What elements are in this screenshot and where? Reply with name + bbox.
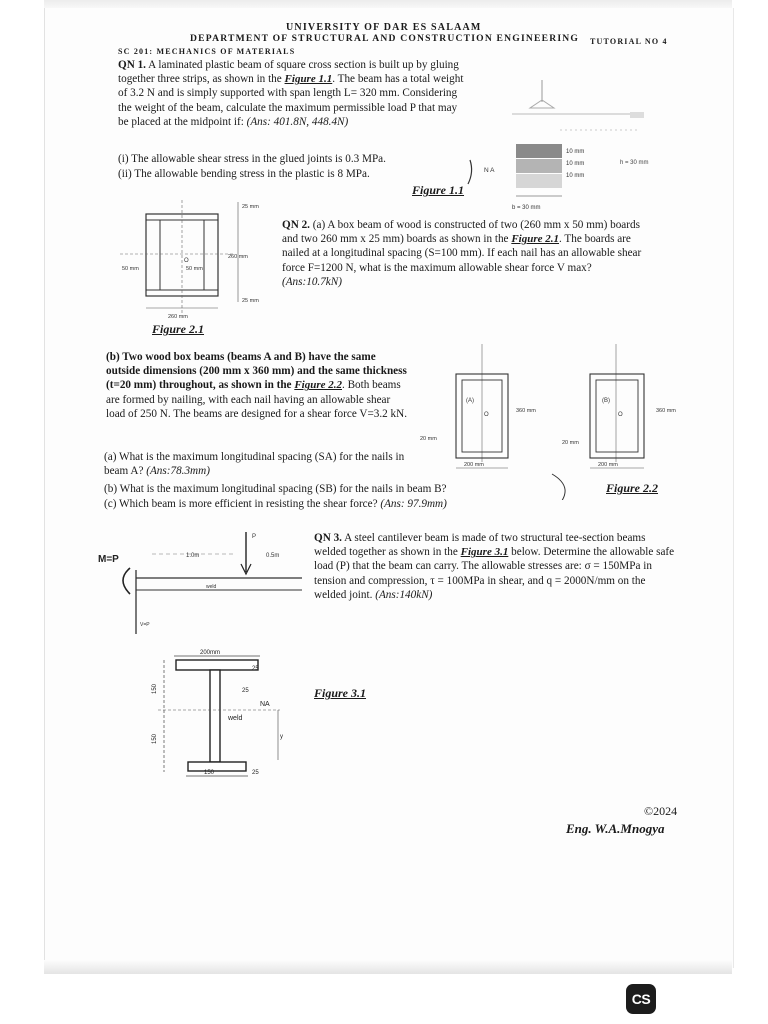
qn1-body: A laminated plastic beam of square cross section is built up by gluing together three strips, as shown in the bbox=[118, 59, 459, 86]
qn2-number: QN 2. bbox=[282, 219, 310, 231]
strip-label-2: 10 mm bbox=[566, 161, 585, 167]
figure-3-1-cantilever bbox=[96, 530, 316, 640]
qn3-figure-ref: Figure 3.1 bbox=[460, 546, 509, 559]
strip-label-3: 10 mm bbox=[566, 173, 585, 179]
beam-b-height: 360 mm bbox=[656, 408, 676, 414]
strip-label-1: 10 mm bbox=[566, 149, 585, 155]
origin-label: O bbox=[184, 258, 189, 264]
qn3-text bbox=[314, 531, 676, 602]
shear-label: V=P bbox=[140, 622, 150, 628]
mid-width-label: 50 mm bbox=[186, 266, 203, 272]
beam-b-origin: O bbox=[618, 412, 623, 418]
copyright: ©2024 bbox=[644, 804, 678, 818]
top-flange-thickness: 25 bbox=[252, 666, 259, 672]
figure-2-1-caption: Figure 2.1 bbox=[152, 322, 205, 336]
length-1: 1.0m bbox=[186, 553, 200, 559]
qn1-number: QN 1. bbox=[118, 59, 146, 71]
qn2b-sub-c-text: (c) Which beam is more efficient in resisting the shear force? bbox=[104, 498, 378, 510]
qn2b-sub-a-answer: (Ans:78.3mm) bbox=[146, 465, 210, 478]
lower-height: 150 bbox=[152, 733, 158, 744]
strip-mid bbox=[516, 159, 562, 173]
qn2a-figure-ref: Figure 2.1 bbox=[511, 233, 560, 246]
qn3-body-2: below. Determine the allowable safe load (P) that the beam can carry. The allowable stresses are: σ = 150MPa in tension and compression, τ = 100MPa in shear, and q = 2000N/mm on the welded joint. bbox=[314, 546, 675, 601]
qn3-body: A steel cantilever beam is made of two structural tee-section beams welded together as shown in the bbox=[314, 532, 646, 559]
qn1-figure-ref: Figure 1.1 bbox=[284, 73, 333, 86]
upper-height: 150 bbox=[152, 683, 158, 694]
beam-b-inner bbox=[596, 380, 638, 452]
bottom-flange-thickness: 25 bbox=[252, 770, 259, 776]
qn2a-text bbox=[282, 218, 654, 289]
width-label: b = 30 mm bbox=[512, 205, 541, 211]
moment-label: M=P bbox=[98, 554, 119, 565]
figure-2-2-caption: Figure 2.2 bbox=[606, 481, 659, 495]
university-title: UNIVERSITY OF DAR ES SALAAM bbox=[286, 22, 482, 33]
beam-a-origin: O bbox=[484, 412, 489, 418]
bottom-width: 150 bbox=[204, 770, 215, 776]
qn2b-sub-c-answer: (Ans: 97.9mm) bbox=[380, 498, 447, 510]
figure-2-1-diagram bbox=[110, 196, 280, 341]
qn2a-body: (a) A box beam of wood is constructed of two (260 mm x 50 mm) boards and two 260 mm x 25 mm) boards as shown in the bbox=[282, 219, 640, 246]
beam-a-height: 360 mm bbox=[516, 408, 536, 414]
strip-bottom bbox=[516, 174, 562, 188]
qn3-answer: (Ans:140kN) bbox=[375, 588, 433, 601]
bottom-flange bbox=[188, 762, 246, 771]
top-thickness-label: 25 mm bbox=[242, 204, 259, 210]
qn2b-text bbox=[106, 350, 410, 421]
qn2b-body: (b) Two wood box beams (beams A and B) have the same outside dimensions (200 mm x 360 mm) and the same thickness (t=20 mm) throughout, as shown in the bbox=[106, 351, 407, 392]
bottom-thickness-label: 25 mm bbox=[242, 298, 259, 304]
figure-3-1-section bbox=[148, 642, 298, 780]
figure-3-1-caption: Figure 3.1 bbox=[314, 686, 367, 700]
support bbox=[630, 112, 644, 118]
depth-label: h = 30 mm bbox=[620, 160, 649, 166]
beam-weld-label: weld bbox=[206, 584, 217, 590]
na-label: NA bbox=[260, 701, 270, 708]
page-bottom-shadow bbox=[44, 960, 732, 974]
course-code: SC 201: MECHANICS OF MATERIALS bbox=[118, 47, 296, 56]
author: Eng. W.A.Mnogya bbox=[566, 821, 665, 836]
qn1-body-2: . The beam has a total weight of 3.2 N and is simply supported with span length L= 320 mm. Considering the weight of the beam, calculate the maximum permissible load P that may be placed at the midpoint if: bbox=[118, 73, 464, 128]
load-label: P bbox=[252, 534, 257, 540]
pointer-curve bbox=[552, 474, 565, 500]
figure-1-1-caption: Figure 1.1 bbox=[412, 183, 465, 197]
beam-a-thickness: 20 mm bbox=[420, 436, 437, 442]
qn2b-figure-ref: Figure 2.2 bbox=[294, 379, 342, 392]
qn2b-sub-a-text: (a) What is the maximum longitudinal spacing (SA) for the nails in beam A? bbox=[104, 451, 405, 478]
camscanner-badge: CS bbox=[626, 984, 656, 1014]
na-curve bbox=[468, 160, 472, 184]
qn1-item-2: (ii) The allowable bending stress in the plastic is 8 MPa. bbox=[118, 168, 370, 180]
qn2b-sub-b: (b) What is the maximum longitudinal spacing (SB) for the nails in beam B? bbox=[104, 483, 447, 495]
department-title: DEPARTMENT OF STRUCTURAL AND CONSTRUCTION ENGINEERING bbox=[190, 33, 580, 44]
beam-b-label: (B) bbox=[602, 398, 610, 404]
qn1-item-1: (i) The allowable shear stress in the glued joints is 0.3 MPa. bbox=[118, 153, 386, 165]
qn3-number: QN 3. bbox=[314, 532, 342, 544]
qn1-text bbox=[118, 58, 468, 129]
moment-arc bbox=[123, 568, 130, 594]
figure-1-1-diagram bbox=[460, 80, 700, 215]
beam-a-width: 200 mm bbox=[464, 462, 484, 468]
top-width: 200mm bbox=[200, 650, 221, 656]
qn2b-body-2: . Both beams are formed by nailing, with each nail having an allowable shear load of 250 N. The beams are designed for a shear force V=3.2 kN. bbox=[106, 379, 408, 420]
length-2: 0.5m bbox=[266, 553, 280, 559]
strip-top bbox=[516, 144, 562, 158]
beam-b-outer bbox=[590, 374, 644, 458]
weld-label: weld bbox=[228, 715, 243, 722]
top-flange bbox=[176, 660, 258, 670]
beam-a-label: (A) bbox=[466, 398, 474, 404]
width-label: 260 mm bbox=[168, 314, 188, 320]
qn2a-answer: (Ans:10.7kN) bbox=[282, 275, 342, 288]
figure-2-2-diagram bbox=[416, 340, 696, 500]
left-width-label: 50 mm bbox=[122, 266, 139, 272]
y-label: y bbox=[280, 734, 283, 740]
na-label: N A bbox=[484, 167, 495, 174]
tutorial-number: TUTORIAL NO 4 bbox=[590, 37, 668, 46]
web bbox=[210, 670, 220, 762]
height-label: 260 mm bbox=[228, 254, 248, 260]
qn1-answer: (Ans: 401.8N, 448.4N) bbox=[246, 115, 349, 128]
web-thickness: 25 bbox=[242, 688, 249, 694]
beam-b-thickness: 20 mm bbox=[562, 440, 579, 446]
beam-b-width: 200 mm bbox=[598, 462, 618, 468]
qn2a-body-2: . The boards are nailed at a longitudinal spacing (S=100 mm). If each nail has an allowable shear force F=1200 N, what is the maximum allowable shear force V max? bbox=[282, 233, 642, 274]
qn2b-sub-a bbox=[104, 450, 414, 478]
